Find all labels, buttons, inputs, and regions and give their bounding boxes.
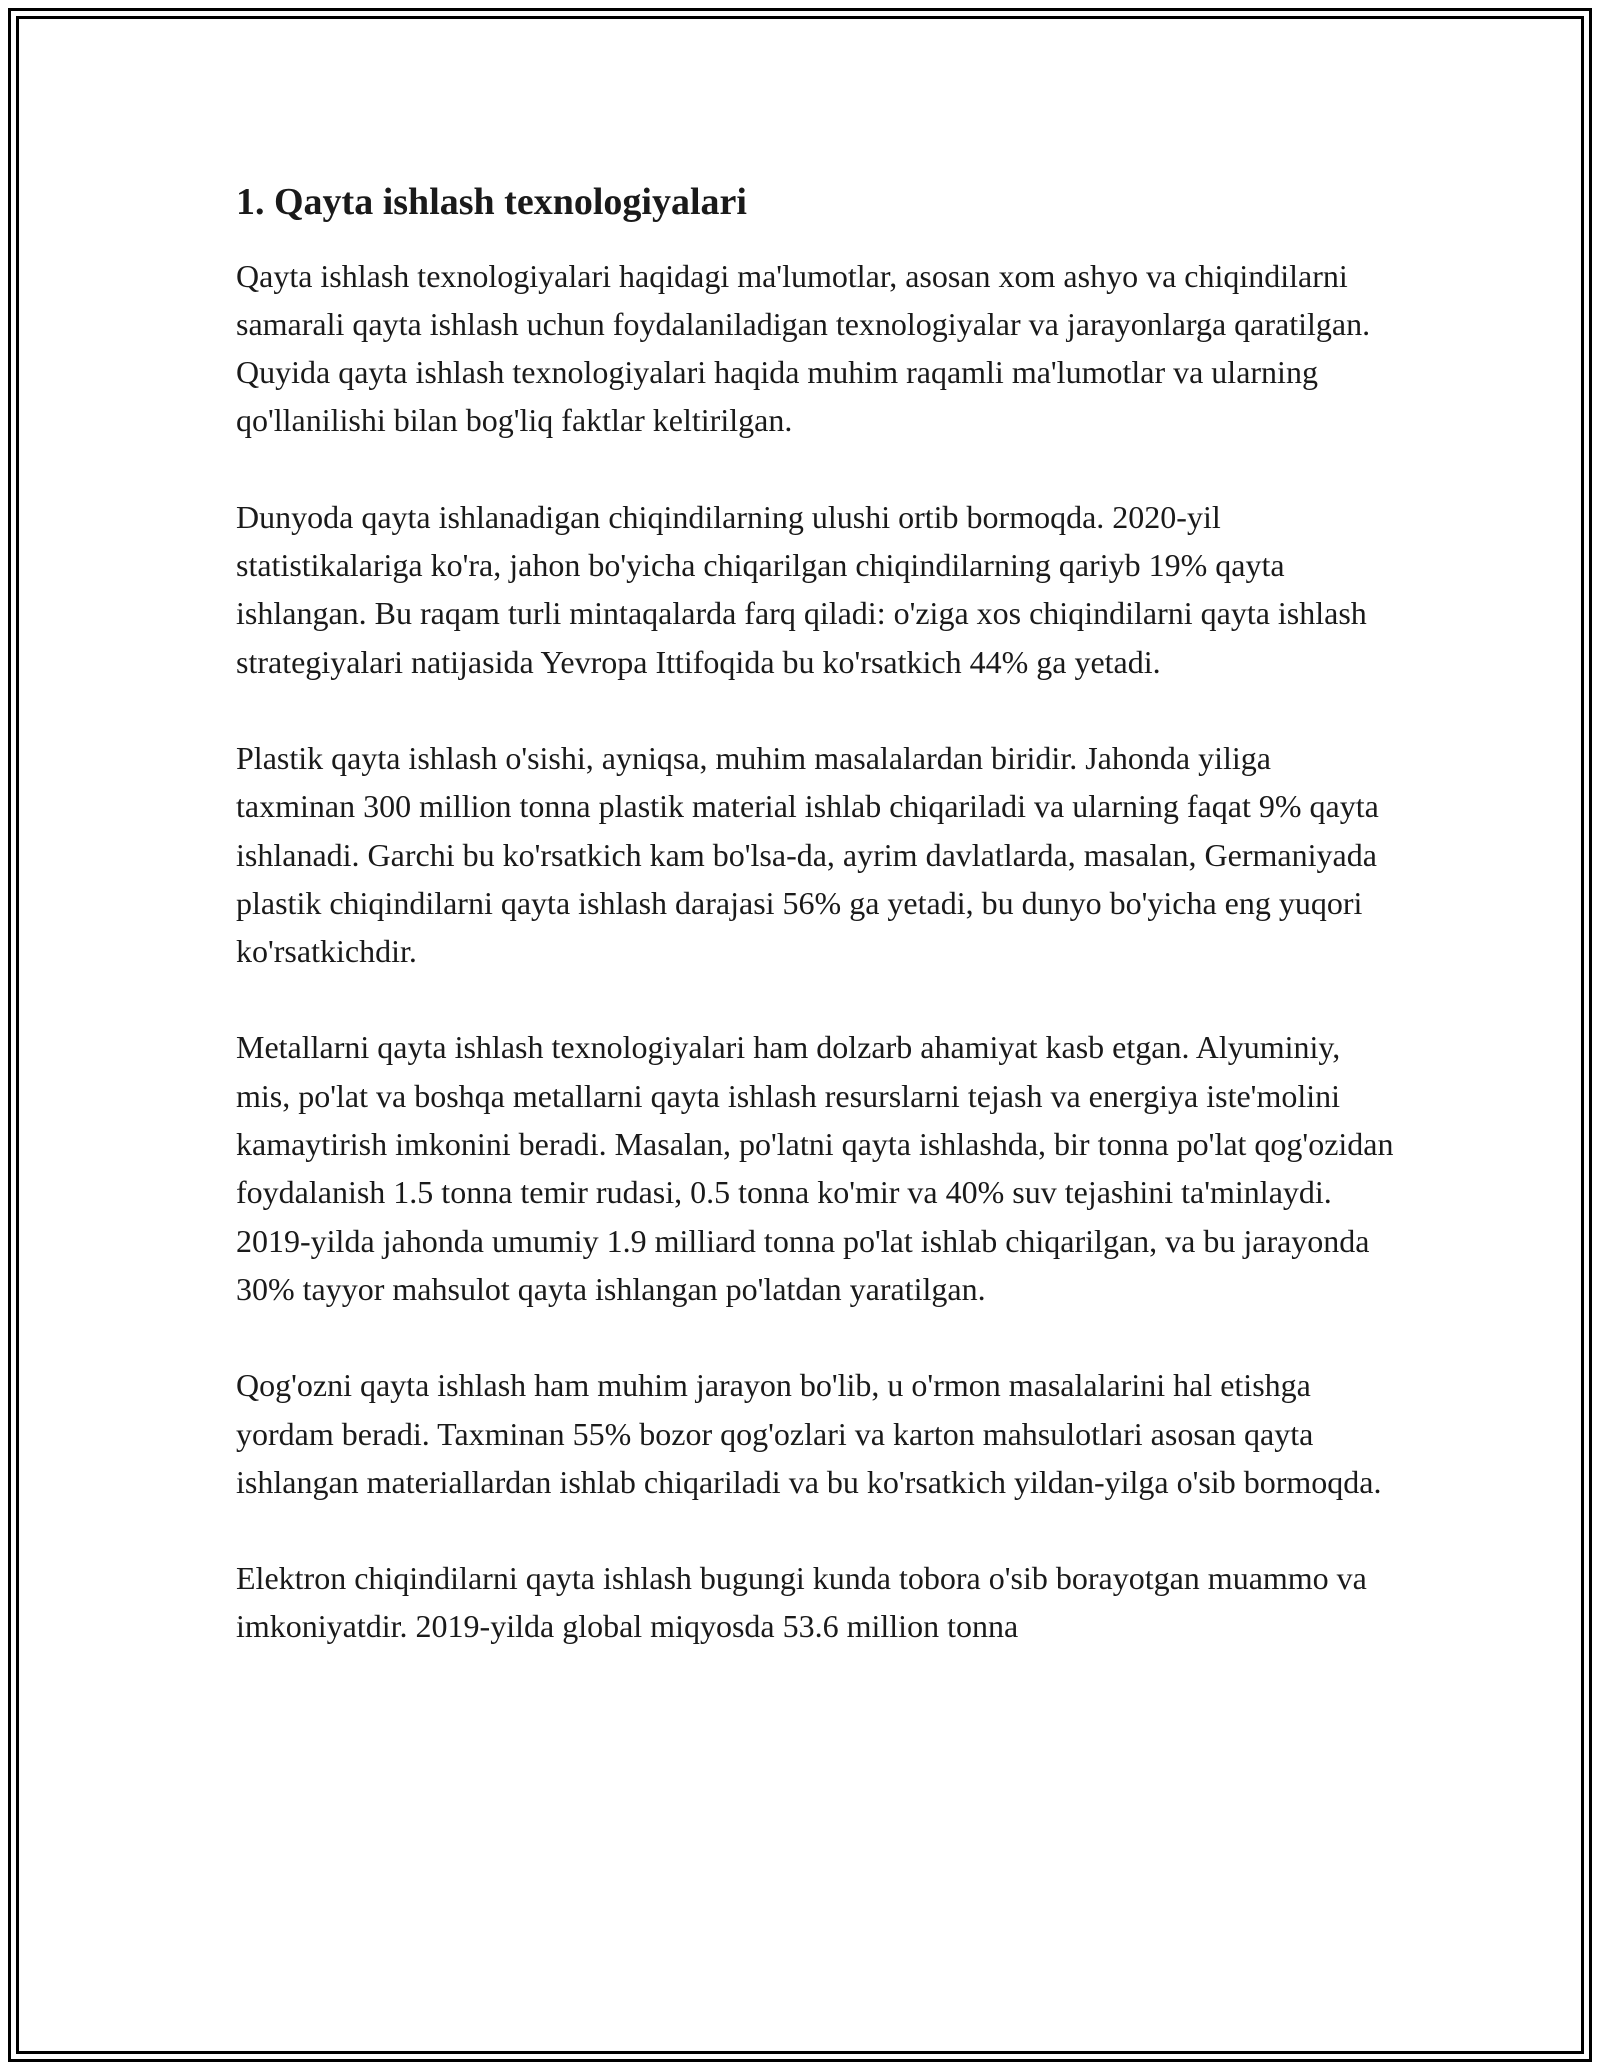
section-title: 1. Qayta ishlash texnologiyalari bbox=[236, 181, 747, 223]
paragraph-electronic-waste: Elektron chiqindilarni qayta ishlash bugungi kunda tobora o'sib borayotgan muammo va imkoniyatdir. 2019-yilda global miqyosda 53.6 million tonna bbox=[236, 1560, 1367, 1645]
paragraph-intro: Qayta ishlash texnologiyalari haqidagi ma'lumotlar, asosan xom ashyo va chiqindilarni samarali qayta ishlash uchun foydalaniladigan texnologiyalar va jarayonlarga qaratilgan. Quyida qayta ishlash texnologiyalari haqida muhim raqamli ma'lumotlar va ularning qo'llanilishi bilan bog'liq faktlar keltirilgan. bbox=[236, 257, 1371, 439]
paragraph-metal-recycling: Metallarni qayta ishlash texnologiyalari ham dolzarb ahamiyat kasb etgan. Alyuminiy, mis, po'lat va boshqa metallarni qayta ishlash resurslarni tejash va energiya iste'molini kamaytirish imkonini beradi. Masalan, po'latni qayta ishlashda, bir tonna po'lat qog'ozidan foydalanish 1.5 tonna temir rudasi, 0.5 tonna ko'mir va 40% suv tejashini ta'minlaydi. 2019-yilda jahonda umumiy 1.9 milliard tonna po'lat ishlab chiqarilgan, va bu jarayonda 30% tayyor mahsulot qayta ishlangan po'latdan yaratilgan. bbox=[236, 1029, 1394, 1307]
paragraph-global-recycling: Dunyoda qayta ishlanadigan chiqindilarning ulushi ortib bormoqda. 2020-yil statistikalariga ko'ra, jahon bo'yicha chiqarilgan chiqindilarning qariyb 19% qayta ishlangan. Bu raqam turli mintaqalarda farq qiladi: o'ziga xos chiqindilarni qayta ishlash strategiyalari natijasida Yevropa Ittifoqida bu ko'rsatkich 44% ga yetadi. bbox=[236, 498, 1367, 680]
paragraph-paper-recycling: Qog'ozni qayta ishlash ham muhim jarayon bo'lib, u o'rmon masalalarini hal etishga yordam beradi. Taxminan 55% bozor qog'ozlari va karton mahsulotlari asosan qayta ishlangan materiallardan ishlab chiqariladi va bu ko'rsatkich yildan-yilga o'sib bormoqda. bbox=[236, 1367, 1382, 1500]
document-page bbox=[236, 180, 1396, 1699]
paragraph-plastic-recycling: Plastik qayta ishlash o'sishi, ayniqsa, muhim masalalardan biridir. Jahonda yiliga taxminan 300 million tonna plastik material ishlab chiqariladi va ularning faqat 9% qayta ishlanadi. Garchi bu ko'rsatkich kam bo'lsa-da, ayrim davlatlarda, masalan, Germaniyada plastik chiqindilarni qayta ishlash darajasi 56% ga yetadi, bu dunyo bo'yicha eng yuqori ko'rsatkichdir. bbox=[236, 739, 1379, 970]
